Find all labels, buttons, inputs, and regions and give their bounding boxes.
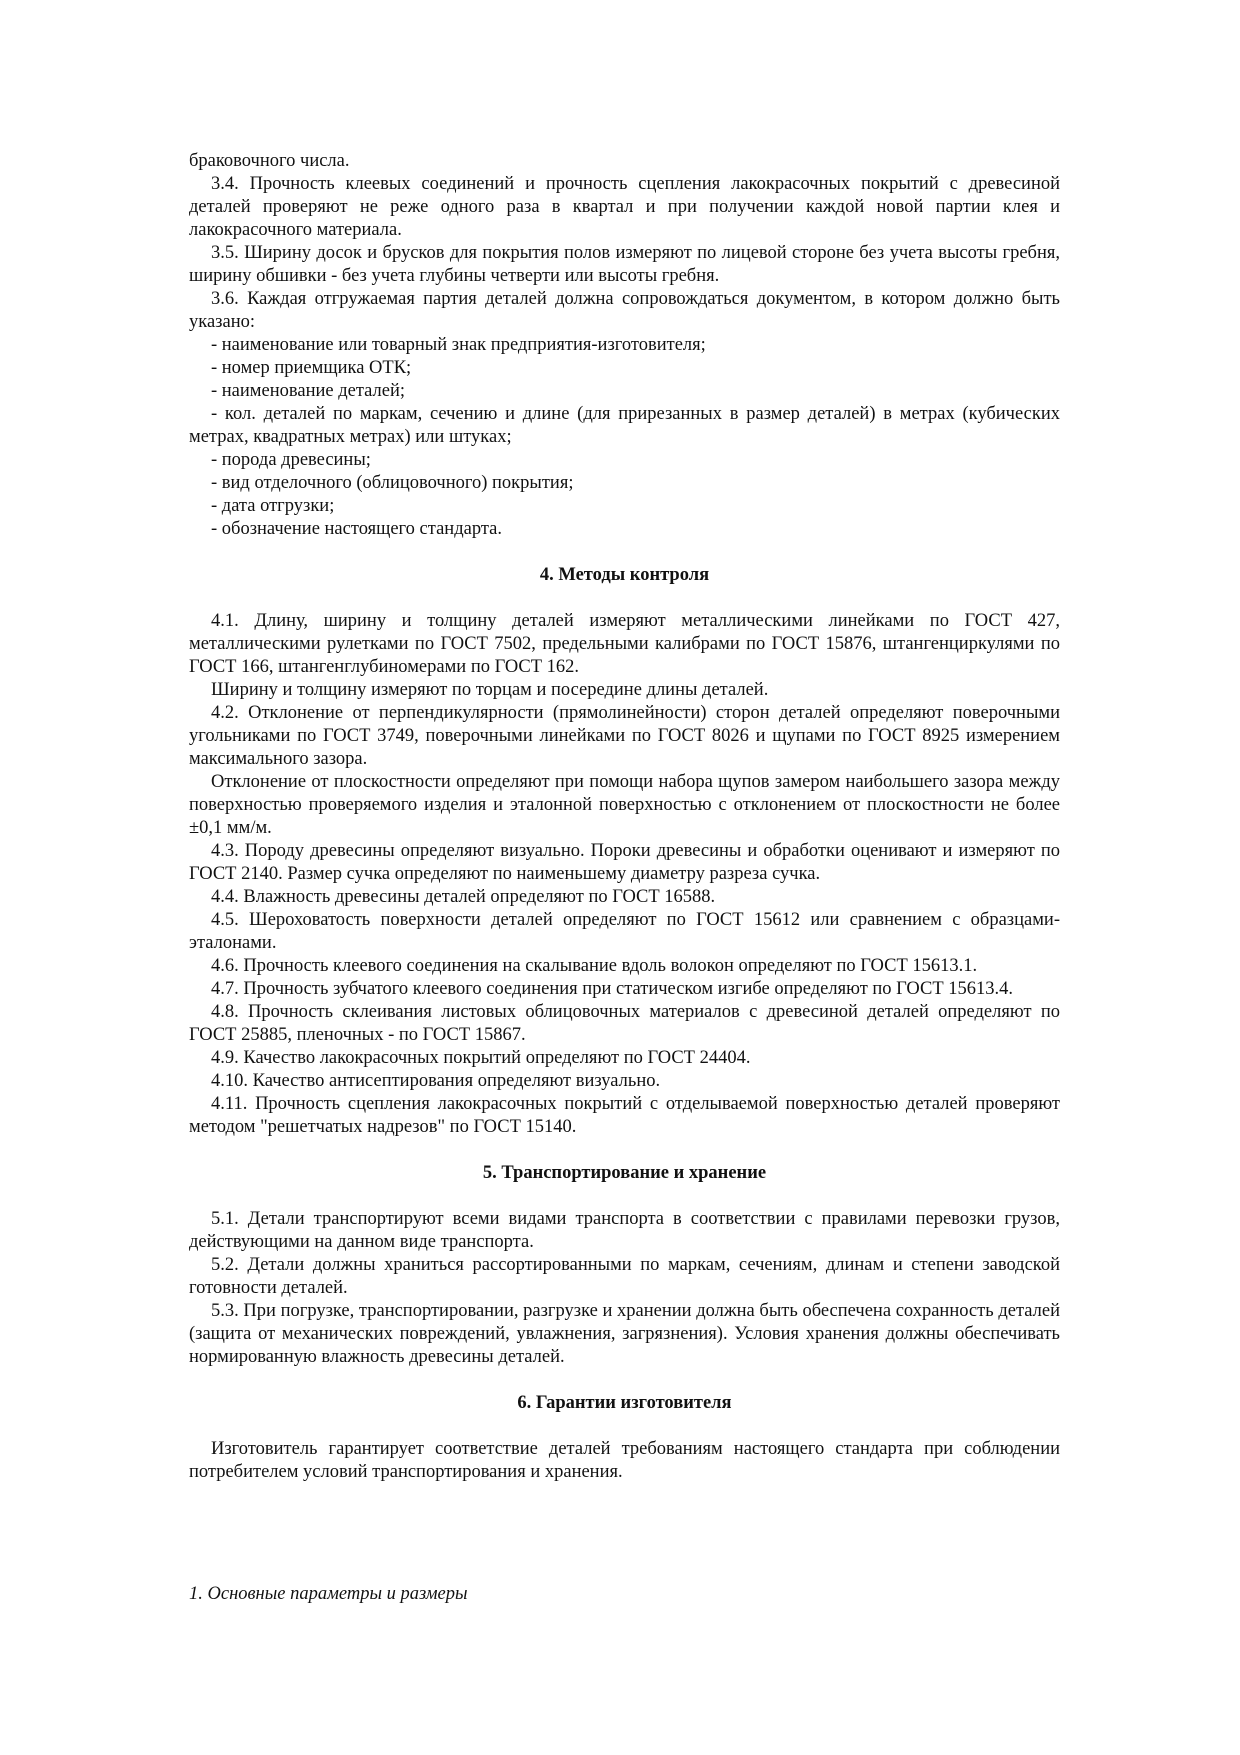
list-item: - кол. деталей по маркам, сечению и длине (для прирезанных в размер деталей) в метрах (кубических метрах, квадратных метрах) или штуках; — [189, 404, 1060, 447]
paragraph-3-4: 3.4. Прочность клеевых соединений и прочность сцепления лакокрасочных покрытий с древесиной деталей проверяют не реже одного раза в квартал и при получении каждой новой партии клея и лакокрасочного материала. — [189, 174, 1060, 240]
paragraph-4-10: 4.10. Качество антисептирования определяют визуально. — [211, 1071, 661, 1091]
section-3-tail — [189, 150, 1060, 541]
paragraph-4-5: 4.5. Шероховатость поверхности деталей определяют по ГОСТ 15612 или сравнением с образцами-эталонами. — [189, 910, 1060, 953]
list-item: - наименование деталей; — [211, 381, 405, 401]
section-5-heading: 5. Транспортирование и хранение — [482, 1163, 767, 1183]
paragraph-4-1: 4.1. Длину, ширину и толщину деталей измеряют металлическими линейками по ГОСТ 427, металлическими рулетками по ГОСТ 7502, предельными калибрами по ГОСТ 15876, штангенциркулями по ГОСТ 166, штангенглубиномерами по ГОСТ 162. — [189, 611, 1060, 677]
paragraph-4-7: 4.7. Прочность зубчатого клеевого соединения при статическом изгибе определяют по ГОСТ 15613.4. — [211, 979, 1014, 999]
footer-note: 1. Основные параметры и размеры — [189, 1584, 468, 1604]
list-item: - наименование или товарный знак предприятия-изготовителя; — [211, 335, 706, 355]
list-item: - вид отделочного (облицовочного) покрытия; — [211, 473, 574, 493]
paragraph: Ширину и толщину измеряют по торцам и посередине длины деталей. — [211, 680, 769, 700]
section-4 — [189, 610, 1060, 1139]
paragraph: Отклонение от плоскостности определяют при помощи набора щупов замером наибольшего зазора между поверхностью проверяемого изделия и эталонной поверхностью с отклонением от плоскостности не более ±0,1 мм/м. — [189, 772, 1060, 838]
section-4-heading: 4. Методы контроля — [539, 565, 710, 585]
paragraph-5-2: 5.2. Детали должны храниться рассортированными по маркам, сечениям, длинам и степени заводской готовности деталей. — [189, 1255, 1060, 1298]
section-5 — [189, 1208, 1060, 1369]
paragraph: Изготовитель гарантирует соответствие деталей требованиям настоящего стандарта при соблюдении потребителем условий транспортирования и хранения. — [189, 1439, 1060, 1482]
section-6-heading: 6. Гарантии изготовителя — [517, 1393, 732, 1413]
paragraph-4-11: 4.11. Прочность сцепления лакокрасочных покрытий с отделываемой поверхностью деталей проверяют методом "решетчатых надрезов" по ГОСТ 15140. — [189, 1094, 1060, 1137]
list-item: - обозначение настоящего стандарта. — [211, 519, 502, 539]
paragraph-4-9: 4.9. Качество лакокрасочных покрытий определяют по ГОСТ 24404. — [211, 1048, 751, 1068]
section-6 — [189, 1438, 1060, 1484]
paragraph-4-2: 4.2. Отклонение от перпендикулярности (прямолинейности) сторон деталей определяют поверочными угольниками по ГОСТ 3749, поверочными линейками по ГОСТ 8026 и щупами по ГОСТ 8925 измерением максимального зазора. — [189, 703, 1060, 769]
list-item: - дата отгрузки; — [211, 496, 335, 516]
list-item: - порода древесины; — [211, 450, 371, 470]
paragraph-4-8: 4.8. Прочность склеивания листовых облицовочных материалов с древесиной деталей определяют по ГОСТ 25885, пленочных - по ГОСТ 15867. — [189, 1002, 1060, 1045]
document-page — [189, 150, 1060, 1484]
paragraph: браковочного числа. — [189, 151, 350, 171]
paragraph-3-6: 3.6. Каждая отгружаемая партия деталей должна сопровождаться документом, в котором должно быть указано: — [189, 289, 1060, 332]
paragraph-5-3: 5.3. При погрузке, транспортировании, разгрузке и хранении должна быть обеспечена сохранность деталей (защита от механических повреждений, увлажнения, загрязнения). Условия хранения должны обеспечивать нормированную влажность древесины деталей. — [189, 1301, 1060, 1367]
paragraph-3-5: 3.5. Ширину досок и брусков для покрытия полов измеряют по лицевой стороне без учета высоты гребня, ширину обшивки - без учета глубины четверти или высоты гребня. — [189, 243, 1060, 286]
paragraph-4-4: 4.4. Влажность древесины деталей определяют по ГОСТ 16588. — [211, 887, 716, 907]
paragraph-4-3: 4.3. Породу древесины определяют визуально. Пороки древесины и обработки оценивают и измеряют по ГОСТ 2140. Размер сучка определяют по наименьшему диаметру разреза сучка. — [189, 841, 1060, 884]
list-item: - номер приемщика ОТК; — [211, 358, 412, 378]
paragraph-4-6: 4.6. Прочность клеевого соединения на скалывание вдоль волокон определяют по ГОСТ 15613.1. — [211, 956, 978, 976]
paragraph-5-1: 5.1. Детали транспортируют всеми видами транспорта в соответствии с правилами перевозки грузов, действующими на данном виде транспорта. — [189, 1209, 1060, 1252]
